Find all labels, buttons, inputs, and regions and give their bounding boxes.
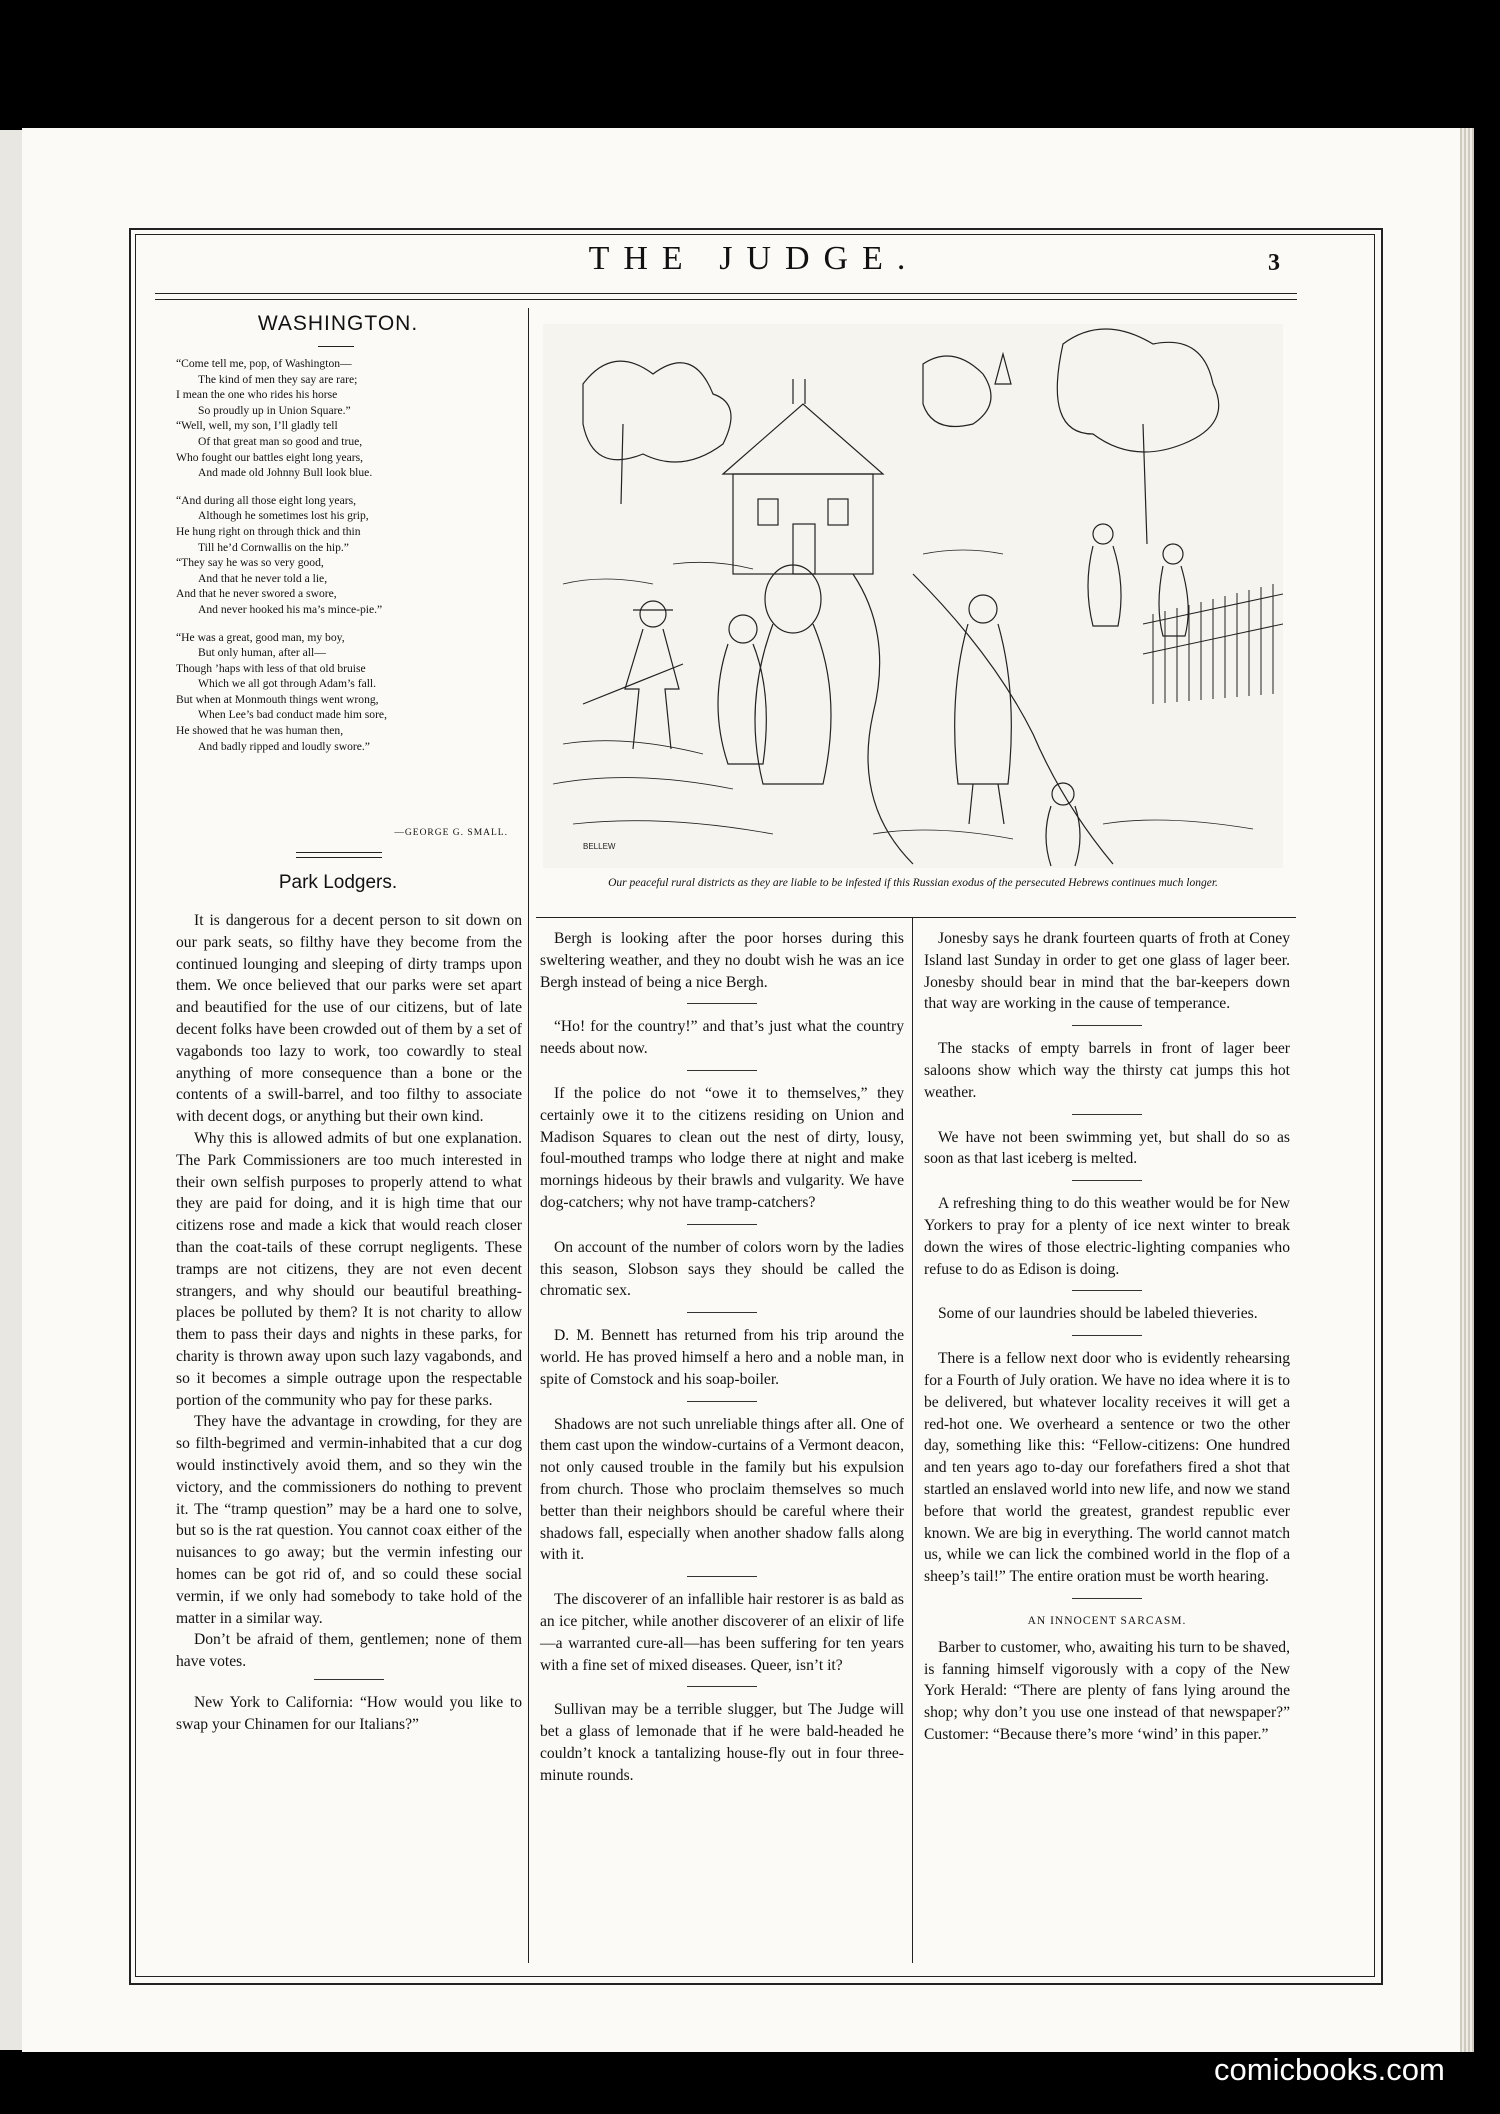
- paragraph: D. M. Bennett has returned from his trip around the world. He has proved himself a hero and a noble man, in spite of Comstock and his soap-boiler.: [540, 1327, 904, 1388]
- paragraph: They have the advantage in crowding, for they are so filth-begrimed and vermin-inhabited that a cur dog would instinctively avoid them, and so they win the victory, and the commissioners do nothing to prevent it. The “tramp question” may be a hard one to solve, but so is the rat question. You cannot coax either of the nuisances to go away; but the vermin infesting our homes can be got rid of, and so could these social vermin, if we only had somebody to take hold of the matter in a similar way.: [176, 1413, 522, 1627]
- item-separator: [1072, 1025, 1142, 1026]
- column-right: [924, 928, 1290, 1756]
- poem-line: But only human, after all—: [198, 646, 326, 660]
- poem-line: And never hooked his ma’s mince-pie.”: [198, 602, 383, 616]
- paragraph: New York to California: “How would you like to swap your Chinamen for our Italians?”: [176, 1693, 522, 1733]
- poem-line: He hung right on through thick and thin: [176, 524, 361, 538]
- item-separator: [687, 1686, 757, 1687]
- item-separator: [1072, 1180, 1142, 1181]
- item-separator: [687, 1312, 757, 1313]
- poem-byline: —GEORGE G. SMALL.: [394, 828, 508, 838]
- item-separator: [1072, 1598, 1142, 1599]
- poem-line: And that he never swored a swore,: [176, 587, 337, 601]
- poem-body: [176, 356, 516, 766]
- park-lodgers-title: Park Lodgers.: [278, 872, 398, 893]
- poem-line: When Lee’s bad conduct made him sore,: [198, 708, 387, 722]
- poem-line: And badly ripped and loudly swore.”: [198, 739, 370, 753]
- poem-line: And that he never told a lie,: [198, 571, 328, 585]
- item-separator: [687, 1224, 757, 1225]
- poem-line: Although he sometimes lost his grip,: [198, 509, 369, 523]
- column-middle: [540, 928, 904, 1797]
- item-separator: [687, 1576, 757, 1577]
- paragraph: It is dangerous for a decent person to sit down on our park seats, so filthy have they become from the continued lounging and sleeping of dirty tramps upon them. We once believed that our parks were set apart and beautified for the use of our citizens, but of late decent folks have been crowded out of them by a set of vagabonds too lazy to work, too cowardly to steal anything of more consequence than a bone or the contents of a swill-barrel, and too filthy to associate with decent dogs, or anything but their own kind.: [176, 912, 522, 1126]
- item-separator: [1072, 1335, 1142, 1336]
- column-rule-right: [912, 918, 913, 1963]
- masthead-rule-1: [155, 293, 1297, 294]
- poem-line: But when at Monmouth things went wrong,: [176, 692, 379, 706]
- poem-line: He showed that he was human then,: [176, 724, 344, 738]
- paragraph: We have not been swimming yet, but shall do so as soon as that last iceberg is melted.: [924, 1128, 1290, 1168]
- item-separator: [1072, 1290, 1142, 1291]
- poem-line: Though ’haps with less of that old bruise: [176, 661, 366, 675]
- paragraph: Why this is allowed admits of but one explanation. The Park Commissioners are too much interested in their own selfish purposes to properly attend to what they are paid for doing, and it is high time that our citizens rose and made a kick that would reach closer than the coat-tails of these corrupt negligents. These tramps are not citizens, they are not even decent strangers, and why should our beautiful breathing-places be polluted by them? It is not charity to allow them to pass their days and nights in these parks, for charity is thrown away upon such lazy vagabonds, and so it becomes a simple outrage upon the respectable portion of the community who pay for these parks.: [176, 1129, 522, 1409]
- poem-line: Who fought our battles eight long years,: [176, 450, 364, 464]
- paragraph: Don’t be afraid of them, gentlemen; none of them have votes.: [176, 1631, 522, 1671]
- section-rule: [296, 852, 382, 853]
- paragraph: Jonesby says he drank fourteen quarts of froth at Coney Island last Sunday in order to get one glass of lager beer. Jonesby should bear in mind that the bar-keepers down that way are working in the cause of temperance.: [924, 930, 1290, 1013]
- illustration-bottom-rule: [536, 917, 1296, 918]
- paragraph: A refreshing thing to do this weather would be for New Yorkers to pray for a plenty of ice next winter to break down the wires of those electric-lighting companies who refuse to do as Edison is doing.: [924, 1195, 1290, 1278]
- poem-line: The kind of men they say are rare;: [198, 372, 358, 386]
- poem-line: “He was a great, good man, my boy,: [176, 630, 345, 644]
- poem-line: Till he’d Cornwallis on the hip.”: [198, 540, 349, 554]
- item-separator: [1072, 1114, 1142, 1115]
- poem-line: I mean the one who rides his horse: [176, 388, 338, 402]
- poem-line: And made old Johnny Bull look blue.: [198, 466, 373, 480]
- item-separator: [687, 1070, 757, 1071]
- paragraph: Sullivan may be a terrible slugger, but The Judge will bet a glass of lemonade that if he were bald-headed he couldn’t knock a tantalizing house-fly out in four three-minute rounds.: [540, 1701, 904, 1784]
- poem-stanza: [176, 493, 516, 618]
- rural-scene-illustration: [543, 324, 1283, 868]
- poem-title-rule: [318, 346, 354, 347]
- artist-signature: BELLEW: [583, 842, 616, 851]
- masthead-title: THE JUDGE.: [588, 240, 920, 277]
- poem-line: Of that great man so good and true,: [198, 434, 363, 448]
- column-left: [176, 910, 522, 1735]
- paragraph: The stacks of empty barrels in front of lager beer saloons show which way the thirsty cat jumps this hot weather.: [924, 1040, 1290, 1101]
- item-separator: [314, 1679, 384, 1680]
- paragraph: Shadows are not such unreliable things after all. One of them cast upon the window-curtains of a Vermont deacon, not only caused trouble in the family but his expulsion from church. Those who proclaim themselves so much better than their neighbors should be careful where their shadows fall, especially when another shadow falls along with it.: [540, 1415, 904, 1564]
- paragraph: The discoverer of an infallible hair restorer is as bald as an ice pitcher, while another discoverer of an elixir of life—a warranted cure-all—has been suffering for ten years with a fine set of mixed diseases. Queer, isn’t it?: [540, 1591, 904, 1674]
- poem-line: So proudly up in Union Square.”: [198, 403, 351, 417]
- poem-stanza: [176, 630, 516, 755]
- paragraph: There is a fellow next door who is evidently rehearsing for a Fourth of July oration. We have no idea where it is to be delivered, but whatever locality receives it will get a red-hot one. We overheard a sentence or two the other day, something like this: “Fellow-citizens: One hundred and ten years ago to-day our forefathers fired a shot that startled an enslaved world into new life, and now we stand before that world the greatest, grandest republic ever known. We are big in everything. The world cannot match us, while we can lick the combined world in the flop of a sheep’s tail!” The entire oration must be worth hearing.: [924, 1350, 1290, 1586]
- book-spine: [1460, 128, 1474, 2052]
- poem-line: “Well, well, my son, I’ll gladly tell: [176, 419, 338, 433]
- poem-line: “And during all those eight long years,: [176, 493, 356, 507]
- sarcasm-heading: AN INNOCENT SARCASM.: [1027, 1614, 1187, 1627]
- illustration: [543, 324, 1283, 868]
- poem-line: Which we all got through Adam’s fall.: [198, 677, 377, 691]
- column-rule-left: [528, 308, 529, 1963]
- item-separator: [687, 1003, 757, 1004]
- poem-line: “They say he was so very good,: [176, 556, 324, 570]
- poem-stanza: [176, 356, 516, 481]
- paragraph: Bergh is looking after the poor horses during this sweltering weather, and they no doubt wish he was an ice Bergh instead of being a nice Bergh.: [540, 930, 904, 991]
- watermark: comicbooks.com: [1214, 2052, 1445, 2087]
- illustration-caption: Our peaceful rural districts as they are liable to be infested if this Russian exodus of the persecuted Hebrews continues much longer.: [608, 877, 1218, 889]
- masthead-rule-2: [155, 299, 1297, 300]
- facing-page-edge: [0, 130, 22, 2050]
- item-separator: [687, 1401, 757, 1402]
- paragraph: Barber to customer, who, awaiting his turn to be shaved, is fanning himself vigorously with a copy of the New York Herald: “There are plenty of fans lying around the shop; why don’t you use one instead of that newspaper?” Customer: “Because there’s more ‘wind’ in this paper.”: [924, 1638, 1290, 1743]
- section-rule: [296, 857, 382, 858]
- paragraph: If the police do not “owe it to themselves,” they certainly owe it to the citizens residing on Union and Madison Squares to clean out the nest of dirty, lousy, foul-mouthed tramps who lodge there at night and make mornings hideous by their brawls and vulgarity. We have dog-catchers; why not have tramp-catchers?: [540, 1084, 904, 1211]
- paragraph: On account of the number of colors worn by the ladies this season, Slobson says they should be called the chromatic sex.: [540, 1238, 904, 1300]
- poem-line: “Come tell me, pop, of Washington—: [176, 357, 352, 370]
- paragraph: “Ho! for the country!” and that’s just what the country needs about now.: [540, 1018, 904, 1058]
- paragraph: Some of our laundries should be labeled thieveries.: [938, 1305, 1258, 1323]
- poem-title: WASHINGTON.: [257, 312, 419, 335]
- page-number: 3: [1268, 250, 1280, 276]
